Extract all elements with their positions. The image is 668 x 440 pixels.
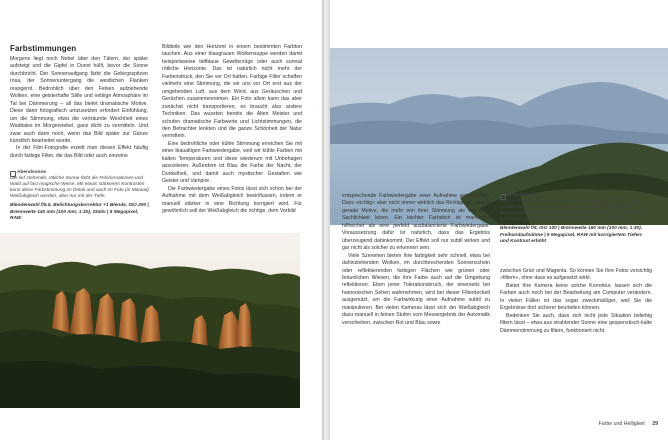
- section-heading: Farbstimmungen: [10, 44, 77, 53]
- text-column-c: [342, 193, 490, 327]
- caption-square-icon: [10, 171, 16, 177]
- right-page: [330, 0, 668, 440]
- paragraph: Bildteile wie den Horizont in einem bestimmten Farbton tauchen. Aus einer blaugrauen Wolkensuppe werden damit beispielsweise tiefblaue Gewitterzüge oder auch surreal rötliche Horizonte. Das ist natürlich nicht mehr der Farbeindruck, den Sie vor Ort hatten. Farbige Filter schaffen vielmehr eine Stimmung, die wir uns vor Ort erst aus der umgebenden Luft, aus dem Wind, aus Geräuschen und Gerüchen zusammenreimen. Ein Foto allein kann das aber zunächst nicht transportieren, es braucht also andere Techniken. Das wussten bereits die Alten Meister und schufen dramatische Farbwerte und Lichtstimmungen, die den Betrachter lenkten und die ganze Schönheit der Natur vermitteln.: [162, 44, 302, 140]
- text-column-a: [10, 56, 148, 160]
- text-column-d: [500, 268, 652, 335]
- paragraph: Viele Szenerien bieten ihre farbigkeit sehr schnell, etwa bei dahinziehenden Wolken, im durchbrechenden Sonnenschein oder reflektierenden farbigen Flächen wie grünen oder bräunlichen Wiesen, die ihre Farbe auch auf die Umgebung reflektieren. Eben jener Tolerationsbruch, der einerseits bei hamonischen Sehen wahrnehmen, wird bei dieser Filterdeckelt ausgenutzt, um die Farbwirkung einer Aufnahme subtil zu manipulieren. Bei vielen Kameras lässt sich der Weißabgleich dazu manuell in feinen Stufen vom Messergebnis der Automatik verschieben, zwischen Rot und Blau sowie: [342, 252, 490, 326]
- caption-square-icon: [500, 194, 506, 200]
- caption-title: Abendsonne: [17, 170, 47, 175]
- caption-technical-data: Blendenwahl f/5.6, Belichtungskorrektur +1 Blende, ISO 200 | Brennweite 140 mm (100 mm; 1:30), Stativ | 8 Megapixel, RAW: [10, 203, 149, 221]
- book-gutter: [322, 0, 330, 440]
- left-page: [0, 0, 322, 440]
- caption-title: Luftperspektive: [507, 193, 543, 198]
- photo-caption-right: [500, 193, 652, 245]
- caption-body: Die tief stehende, rötliche Sonne färbt die Felsformationen und Wald auf fast magische Weise. Mit etwas stärkerem Kontrasten kann diese Farbstimmung im Detail und auch im Foto (in Manual) Weißabgleich werden, aber nur mit der Tiefe.: [10, 176, 149, 200]
- caption-body: Hier, in Schweden wurde aus dem See ein blaues Ton, aus einem grauen Himmel eine Luftperspektive. Der Himmel und die Berge wurden für ihre Aufnahme in Kontrast und Farbe angepasst, die diese Stimmung auch dem Bild unterstreichen, wenn auch mit Ruhe.: [500, 199, 648, 223]
- caption-technical-data: Blendenwahl f/8, ISO 100 | Brennweite 160 mm (100 mm; 1:30), Freihandaufnahme | 8 Megapixel, RAW mit korrigiertem Tiefen- und Kontrast erhöht: [500, 226, 643, 244]
- page-number: 29: [652, 421, 658, 427]
- paragraph: Eine bedrohliche oder kühle Stimmung erreichen Sie mit einer blaualtigen Farbwiedergabe, weil wir kühle Farben mit kalten Temperaturen und diese wiederum mit Unbehagen assoziieren. Außerdem ist Blau die Farbe der Nacht, der Dunkelheit, und damit auch mystischer Gestalten wie Geister und Vampire.: [162, 140, 302, 185]
- paragraph: Morgens liegt noch Nebel über den Tälern, der später aufsteigt und die Gipfel in Dunst hüllt, bevor die Sonne durchbricht. Der Sonnenaufgang färbt die Gebirgsspitzen rosa, der Sonnenuntergang die westlichen Flanken orangerot. Bedrohlich über den Felsen aufziehende Wolken, eine geisterhafte Stille und neblige Atmosphäre im Tal bei Dämmerung – all das bietet dramatische Motive. Diese dann fotografisch umzusetzen erfordert Einfühlung, um die Stimmung, etwa die verträumte Weichheit eines Waldtales im Morgennebel, ganz dicht zu vermitteln. Und zwar auch dann noch, wenn das Bild später zur Gänze künstlich bearbeitet wurde.: [10, 56, 148, 144]
- photo-rock-formation: [0, 233, 300, 408]
- footer-section-title: Farbe und Helligkeit: [598, 421, 645, 427]
- paragraph: In der Film-Fotografie erzielt man diesen Effekt häufig durch farbige Filter, die das Bild oder auch einzelne: [10, 145, 148, 159]
- text-column-b: [162, 44, 302, 215]
- paragraph: Die Farbwiedergabe eines Fotos lässt sich schon bei der Aufnahme mit dem Weißabgleich beeinflussen, indem er manuell stärker in eine Richtung korrigiert wird. Für gewöhnlich soll der Weißabgleich die richtige, dem Vorbild: [162, 185, 302, 214]
- page-footer: [599, 421, 658, 427]
- paragraph: Bietet Ihre Kamera keine solche Korrektur, lassen sich die Farben auch noch bei der Bearbeitung am Computer verändern. In vielen Fällen ist das sogar zweckmäßiger, weil Sie die Ergebnisse dort sicherer beurteilen können.: [500, 282, 652, 312]
- photo-caption-left: [10, 170, 150, 222]
- paragraph: Bedenken Sie auch, dass sich nicht jede Situation beliebig filtern lässt – etwa aus strahlender Sonne eine gespenstisch-kalte Dämmerstimmung zu filtern, funktioniert nicht.: [500, 312, 652, 334]
- paragraph: zwischen Grün und Magenta. So können Sie Ihre Fotos vorsichtig »filtern«, ohne dass es aufgesetzt wirkt.: [500, 268, 652, 282]
- paragraph: entsprechende Farbwiedergabe einer Aufnahme sicherstellen. Dass »richtig« aber nicht immer wirklich das Richtige ist, zeigen gerade Motive, die mehr von ihrer Stimmung als von ihrer Sachlichkeit leben. Ein leichter Farbstich ist manchmal hilfreicher als eine perfekt ausbalancierte Farbwiedergabe. Voraussetzung dafür ist natürlich, dass das Ergebnis überzeugend dahinkommt. Der Effekt soll nur subtil wirken und gar nicht als solcher zu erkennen sein.: [342, 193, 490, 252]
